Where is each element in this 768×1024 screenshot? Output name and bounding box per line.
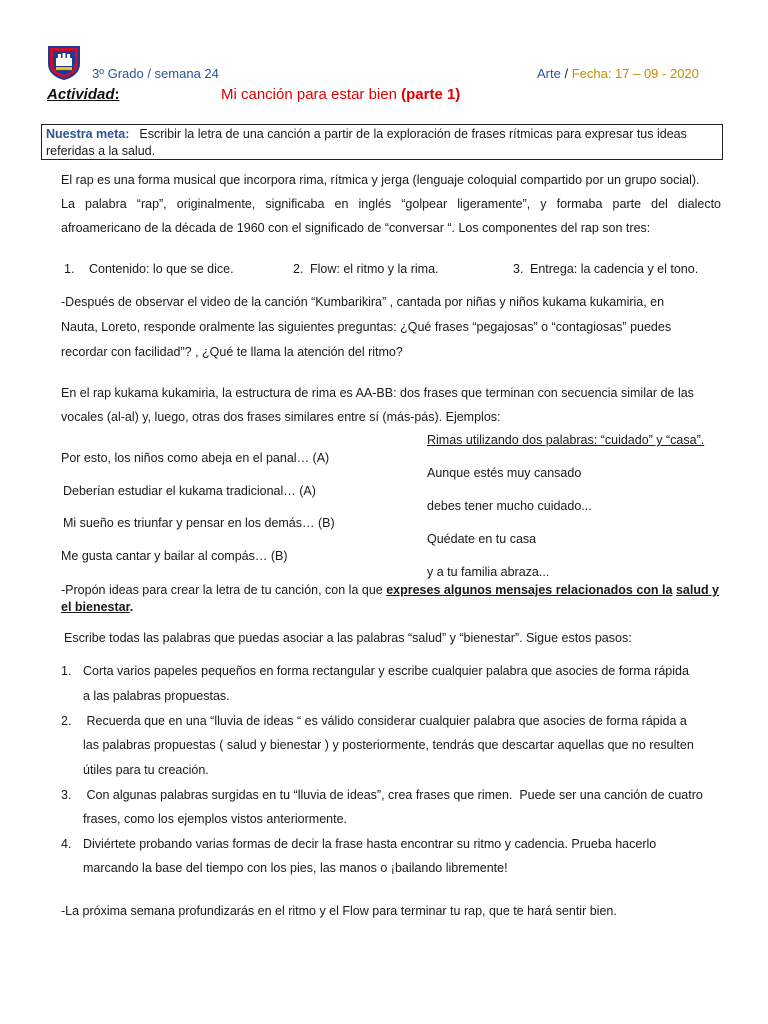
example-right-4: y a tu familia abraza... xyxy=(427,565,550,579)
video-line-1: -Después de observar el video de la canción “Kumbarikira” , cantada por niñas y niños kukama kukamiria, en xyxy=(61,295,665,309)
example-left-3: Mi sueño es triunfar y pensar en los demás… (B) xyxy=(63,516,335,530)
subject-date-header xyxy=(537,66,699,81)
step-1-line-1: Corta varios papeles pequeños en forma rectangular y escribe cualquier palabra que asocies de forma rápida xyxy=(83,664,689,678)
date-label: Fecha: 17 – 09 - 2020 xyxy=(571,66,699,81)
example-left-2: Deberían estudiar el kukama tradicional… (A) xyxy=(63,484,316,498)
step-number-4: 4. xyxy=(61,837,72,851)
propose-paragraph xyxy=(61,582,726,616)
activity-label: Actividad xyxy=(47,86,115,103)
step-4-line-2: marcando la base del tiempo con los pies, las manos o ¡bailando libremente! xyxy=(83,861,508,875)
component-text-3: Entrega: la cadencia y el tono. xyxy=(530,262,699,276)
video-line-3: recordar con facilidad”? , ¿Qué te llama la atención del ritmo? xyxy=(61,345,403,359)
example-right-2: debes tener mucho cuidado... xyxy=(427,499,592,513)
activity-colon: : xyxy=(114,86,120,103)
subject-label: Arte xyxy=(537,66,561,81)
closing-note: -La próxima semana profundizarás en el ritmo y el Flow para terminar tu rap, que te hará sentir bien. xyxy=(61,904,617,918)
header-separator: / xyxy=(560,66,572,81)
intro-line-1: El rap es una forma musical que incorpora rima, rítmica y jerga (lenguaje coloquial compartido por un grupo social). xyxy=(61,173,700,187)
example-left-4: Me gusta cantar y bailar al compás… (B) xyxy=(61,549,288,563)
example-left-1: Por esto, los niños como abeja en el panal… (A) xyxy=(61,451,330,465)
example-right-1: Aunque estés muy cansado xyxy=(427,466,582,480)
component-number-2: 2. xyxy=(293,262,304,276)
rhyme-line-2: vocales (al-al) y, luego, otras dos frases similares entre sí (más-pás). Ejemplos: xyxy=(61,410,501,424)
propose-text-1: -Propón ideas para crear la letra de tu canción, con la que xyxy=(61,583,387,597)
step-2-line-2: las palabras propuestas ( salud y bienestar ) y posteriormente, tendrás que descartar aquellas que no resulten xyxy=(83,738,694,752)
step-2-line-3: útiles para tu creación. xyxy=(83,763,209,777)
write-words-instruction: Escribe todas las palabras que puedas asociar a las palabras “salud” y “bienestar”. Sigue estos pasos: xyxy=(64,631,632,645)
step-number-1: 1. xyxy=(61,664,72,678)
activity-title xyxy=(221,86,460,103)
propose-period: . xyxy=(129,600,134,614)
video-line-2: Nauta, Loreto, responde oralmente las siguientes preguntas: ¿Qué frases “pegajosas” o “contagiosas” puedes xyxy=(61,320,672,334)
step-number-2: 2. xyxy=(61,714,72,728)
step-3-line-1: Con algunas palabras surgidas en tu “lluvia de ideas”, crea frases que rimen. Puede ser una canción de cuatro xyxy=(83,788,703,802)
grade-week-label: 3º Grado / semana 24 xyxy=(92,66,219,81)
activity-heading xyxy=(47,86,120,103)
step-3-line-2: frases, como los ejemplos vistos anteriormente. xyxy=(83,812,347,826)
step-1-line-2: a las palabras propuestas. xyxy=(83,689,230,703)
goal-label: Nuestra meta: xyxy=(46,127,130,141)
propose-emphasis-3: el bienestar xyxy=(61,600,130,614)
activity-part: (parte 1) xyxy=(401,86,461,103)
intro-line-2: La palabra “rap”, originalmente, significaba en inglés “golpear ligeramente”, y formaba parte del dialecto xyxy=(61,197,721,211)
component-number-3: 3. xyxy=(513,262,524,276)
component-text-1: Contenido: lo que se dice. xyxy=(89,262,234,276)
propose-emphasis-1: expreses algunos mensajes relacionados con la xyxy=(386,583,673,597)
activity-title-text: Mi canción para estar bien xyxy=(221,86,397,103)
examples-right-heading: Rimas utilizando dos palabras: “cuidado” y “casa”. xyxy=(427,433,705,447)
goal-text: Escribir la letra de una canción a partir de la exploración de frases rítmicas para expresar tus ideas referidas a la salud. xyxy=(46,127,687,158)
component-number-1: 1. xyxy=(64,262,75,276)
step-number-3: 3. xyxy=(61,788,72,802)
step-4-line-1: Diviértete probando varias formas de decir la frase hasta encontrar su ritmo y cadencia. Prueba hacerlo xyxy=(83,837,657,851)
rhyme-line-1: En el rap kukama kukamiria, la estructura de rima es AA-BB: dos frases que terminan con secuencia similar de las xyxy=(61,386,694,400)
school-crest-icon xyxy=(46,44,82,80)
propose-emphasis-2: salud y xyxy=(675,583,720,597)
step-2-line-1: Recuerda que en una “lluvia de ideas “ es válido considerar cualquier palabra que asocies de forma rápida a xyxy=(83,714,687,728)
example-right-3: Quédate en tu casa xyxy=(427,532,537,546)
intro-line-3: afroamericano de la década de 1960 con el significado de “conversar “. Los componentes del rap son tres: xyxy=(61,221,651,235)
goal-box xyxy=(41,124,723,160)
component-text-2: Flow: el ritmo y la rima. xyxy=(310,262,439,276)
